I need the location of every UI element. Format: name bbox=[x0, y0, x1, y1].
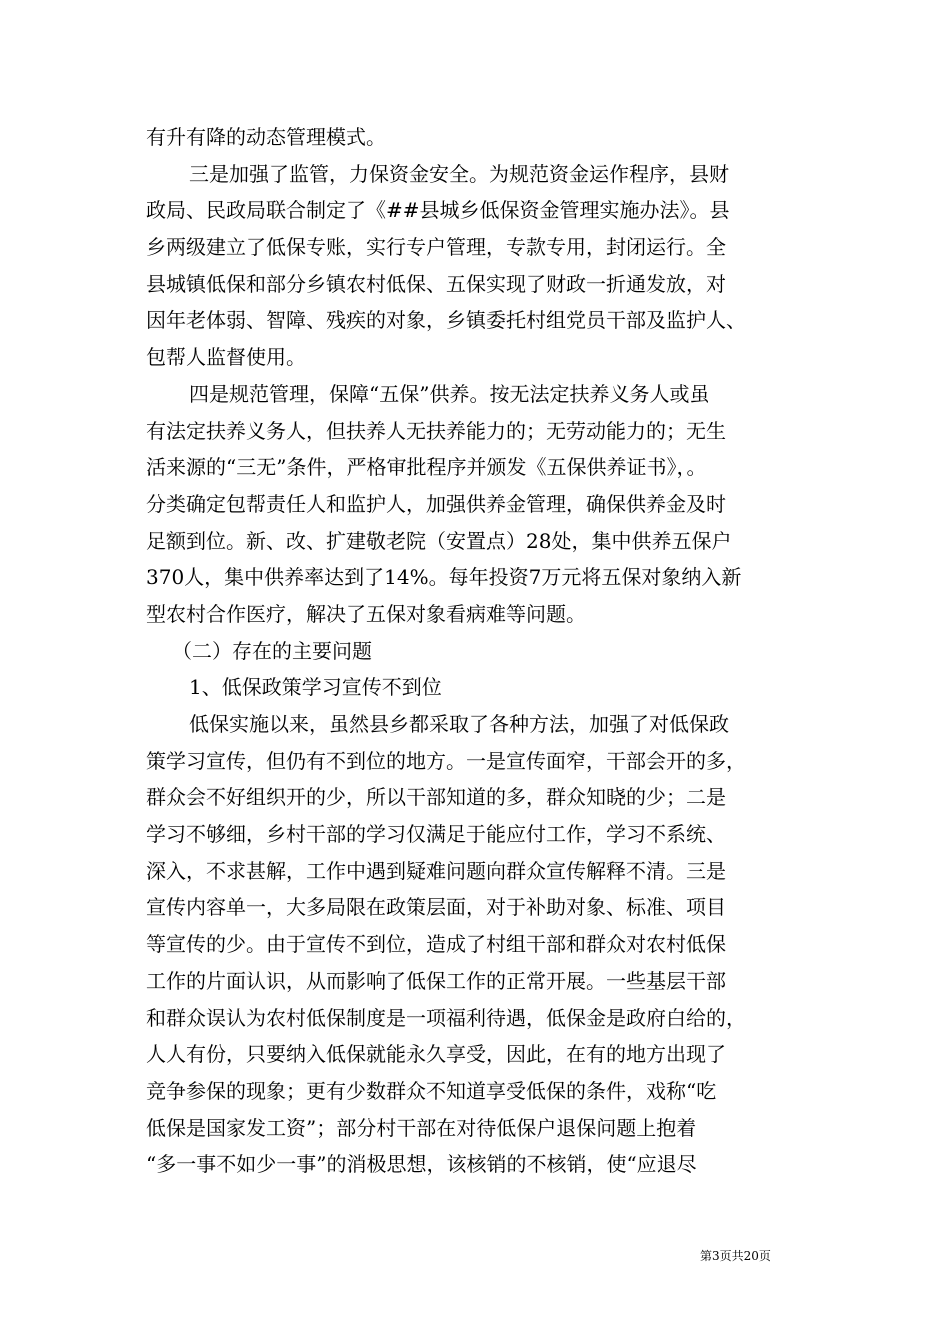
text-line: 策学习宣传，但仍有不到位的地方。一是宣传面窄，干部会开的多， bbox=[146, 748, 746, 773]
text-line: 分类确定包帮责任人和监护人，加强供养金管理，确保供养金及时 bbox=[146, 491, 726, 516]
text-line: 足额到位。新、改、扩建敬老院（安置点）28处，集中供养五保户 bbox=[146, 528, 732, 553]
text-line: 和群众误认为农村低保制度是一项福利待遇，低保金是政府白给的， bbox=[146, 1005, 746, 1030]
text-line: 低保是国家发工资”；部分村干部在对待低保户退保问题上抱着 bbox=[146, 1115, 697, 1140]
text-line: 乡两级建立了低保专账，实行专户管理，专款专用，封闭运行。全 bbox=[146, 235, 726, 260]
text-line: 政局、民政局联合制定了《##县城乡低保资金管理实施办法》。县 bbox=[146, 198, 730, 223]
document-body bbox=[146, 119, 806, 1183]
text-line: 宣传内容单一，大多局限在政策层面，对于补助对象、标准、项目 bbox=[146, 895, 726, 920]
subsection-heading: 1、低保政策学习宣传不到位 bbox=[189, 675, 442, 700]
text-line: 有升有降的动态管理模式。 bbox=[146, 125, 386, 149]
text-line: 竞争参保的现象；更有少数群众不知道享受低保的条件，戏称“吃 bbox=[146, 1078, 717, 1103]
text-line: 370人，集中供养率达到了14%。每年投资7万元将五保对象纳入新 bbox=[146, 565, 742, 590]
paragraph-start-line: 低保实施以来，虽然县乡都采取了各种方法，加强了对低保政 bbox=[189, 712, 729, 736]
text-line: 县城镇低保和部分乡镇农村低保、五保实现了财政一折通发放，对 bbox=[146, 271, 726, 296]
text-line: 工作的片面认识，从而影响了低保工作的正常开展。一些基层干部 bbox=[146, 968, 726, 993]
text-line: 型农村合作医疗，解决了五保对象看病难等问题。 bbox=[146, 601, 586, 626]
text-line: 活来源的“三无”条件，严格审批程序并颁发《五保供养证书》，。 bbox=[146, 455, 707, 480]
text-line: 人人有份，只要纳入低保就能永久享受，因此，在有的地方出现了 bbox=[146, 1042, 726, 1067]
text-line: 因年老体弱、智障、残疾的对象，乡镇委托村组党员干部及监护人、 bbox=[146, 308, 746, 333]
text-line: 群众会不好组织开的少，所以干部知道的多，群众知晓的少；二是 bbox=[146, 785, 726, 810]
page-number-footer: 第3页共20页 bbox=[700, 1249, 771, 1263]
paragraph-start-line: 三是加强了监管，力保资金安全。为规范资金运作程序，县财 bbox=[189, 161, 729, 186]
text-line: 学习不够细，乡村干部的学习仅满足于能应付工作，学习不系统、 bbox=[146, 822, 726, 847]
text-line: 等宣传的少。由于宣传不到位，造成了村组干部和群众对农村低保 bbox=[146, 932, 726, 957]
text-line: 有法定扶养义务人，但扶养人无扶养能力的；无劳动能力的；无生 bbox=[146, 418, 726, 443]
paragraph-start-line: 四是规范管理，保障“五保”供养。按无法定扶养义务人或虽 bbox=[189, 381, 710, 406]
text-line: 包帮人监督使用。 bbox=[146, 345, 306, 370]
text-line: “多一事不如少一事”的消极思想，该核销的不核销，使“应退尽 bbox=[146, 1152, 697, 1177]
text-line: 深入，不求甚解，工作中遇到疑难问题向群众宣传解释不清。三是 bbox=[146, 858, 726, 883]
section-heading: （二）存在的主要问题 bbox=[172, 638, 372, 663]
